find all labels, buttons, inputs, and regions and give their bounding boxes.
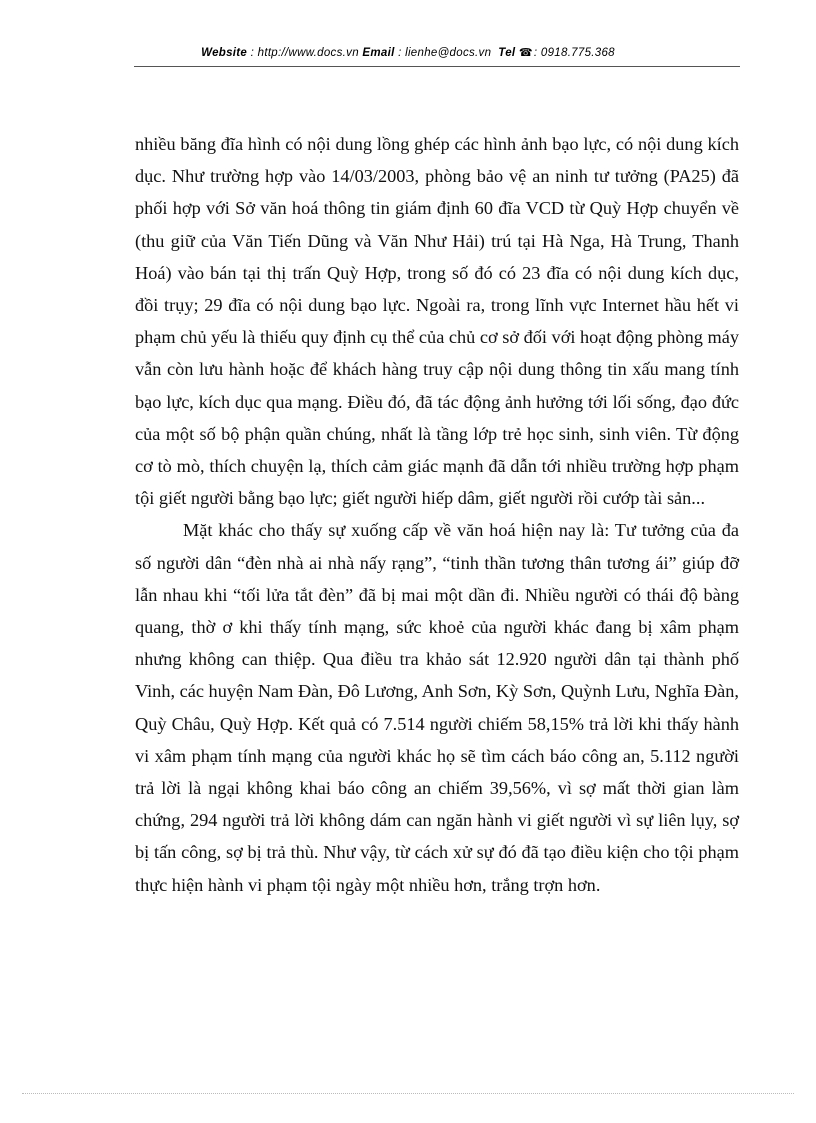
website-label: Website — [201, 47, 248, 59]
website-link[interactable]: http://www.docs.vn — [257, 47, 359, 59]
email-separator: : — [394, 47, 406, 59]
footer-divider — [22, 1093, 794, 1094]
page-header — [0, 46, 816, 59]
phone-icon: ☎ — [518, 47, 533, 59]
document-body — [135, 128, 739, 901]
email-label: Email — [362, 47, 395, 59]
tel-label: Tel — [498, 47, 516, 59]
tel-separator: : — [533, 47, 541, 59]
header-divider — [134, 66, 740, 67]
paragraph: Mặt khác cho thấy sự xuống cấp về văn hoá hiện nay là: Tư tưởng của đa số người dân “đèn nhà ai nhà nấy rạng”, “tinh thần tương thân tương ái” giúp đỡ lẫn nhau khi “tối lửa tắt đèn” đã bị mai một dần đi. Nhiều người có thái độ bàng quang, thờ ơ khi thấy tính mạng, sức khoẻ của người khác đang bị xâm phạm nhưng không can thiệp. Qua điều tra khảo sát 12.920 người dân tại thành phố Vinh, các huyện Nam Đàn, Đô Lương, Anh Sơn, Kỳ Sơn, Quỳnh Lưu, Nghĩa Đàn, Quỳ Châu, Quỳ Hợp. Kết quả có 7.514 người chiếm 58,15% trả lời khi thấy hành vi xâm phạm tính mạng của người khác họ sẽ tìm cách báo công an, 5.112 người trả lời là ngại không khai báo công an chiếm 39,56%, vì sợ mất thời gian làm chứng, 294 người trả lời không dám can ngăn hành vi giết người vì sự liên lụy, sợ bị tấn công, sợ bị trả thù. Như vậy, từ cách xử sự đó đã tạo điều kiện cho tội phạm thực hiện hành vi phạm tội ngày một nhiều hơn, trắng trợn hơn. — [135, 520, 739, 895]
email-link[interactable]: lienhe@docs.vn — [405, 47, 492, 59]
tel-number: 0918.775.368 — [540, 47, 615, 59]
website-separator: : — [247, 47, 258, 59]
paragraph-continued: nhiều băng đĩa hình có nội dung lồng ghép các hình ảnh bạo lực, có nội dung kích dục. Như trường hợp vào 14/03/2003, phòng bảo vệ an ninh tư tưởng (PA25) đã phối hợp với Sở văn hoá thông tin giám định 60 đĩa VCD từ Quỳ Hợp chuyển về (thu giữ của Văn Tiến Dũng và Văn Như Hải) trú tại Hà Nga, Hà Trung, Thanh Hoá) vào bán tại thị trấn Quỳ Hợp, trong số đó có 23 đĩa có nội dung kích dục, đồi trụy; 29 đĩa có nội dung bạo lực. Ngoài ra, trong lĩnh vực Internet hầu hết vi phạm chủ yếu là thiếu quy định cụ thể của chủ cơ sở đối với hoạt động phòng máy vẫn còn lưu hành hoặc để khách hàng truy cập nội dung thông tin xấu mang tính bạo lực, kích dục qua mạng. Điều đó, đã tác động ảnh hưởng tới lối sống, đạo đức của một số bộ phận quần chúng, nhất là tầng lớp trẻ học sinh, sinh viên. Từ động cơ tò mò, thích chuyện lạ, thích cảm giác mạnh đã dẫn tới nhiều trường hợp phạm tội giết người bằng bạo lực; giết người hiếp dâm, giết người rồi cướp tài sản... — [135, 134, 739, 509]
